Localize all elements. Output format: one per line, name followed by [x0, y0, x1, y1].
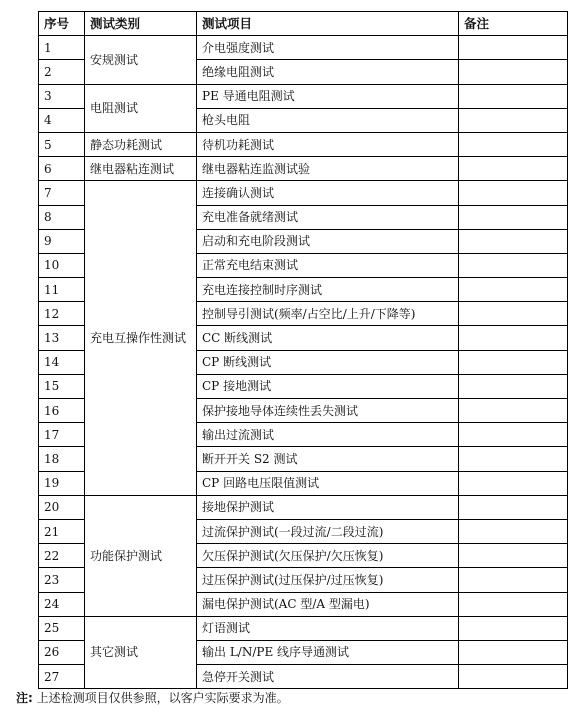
- row-number: 19: [39, 471, 85, 495]
- test-items-table: [38, 11, 568, 689]
- footnote-label: 注:: [16, 691, 33, 705]
- note-cell: [459, 471, 568, 495]
- note-cell: [459, 181, 568, 205]
- note-cell: [459, 84, 568, 108]
- row-number: 9: [39, 229, 85, 253]
- header-no: 序号: [39, 12, 85, 36]
- test-item-cell: CP 回路电压限值测试: [197, 471, 459, 495]
- test-item-cell: 启动和充电阶段测试: [197, 229, 459, 253]
- test-item-cell: 正常充电结束测试: [197, 253, 459, 277]
- note-cell: [459, 60, 568, 84]
- test-item-cell: 急停开关测试: [197, 665, 459, 689]
- test-item-cell: CP 接地测试: [197, 374, 459, 398]
- test-item-cell: 欠压保护测试(欠压保护/欠压恢复): [197, 544, 459, 568]
- category-cell: 电阻测试: [85, 84, 197, 132]
- row-number: 21: [39, 519, 85, 543]
- test-item-cell: 保护接地导体连续性丢失测试: [197, 399, 459, 423]
- test-item-cell: CP 断线测试: [197, 350, 459, 374]
- table-row: [39, 36, 568, 60]
- table-header-row: [39, 12, 568, 36]
- row-number: 2: [39, 60, 85, 84]
- row-number: 17: [39, 423, 85, 447]
- note-cell: [459, 36, 568, 60]
- note-cell: [459, 447, 568, 471]
- note-cell: [459, 640, 568, 664]
- test-item-cell: 控制导引测试(频率/占空比/上升/下降等): [197, 302, 459, 326]
- test-item-cell: 接地保护测试: [197, 495, 459, 519]
- table-body: [39, 36, 568, 689]
- row-number: 24: [39, 592, 85, 616]
- test-item-cell: 枪头电阻: [197, 108, 459, 132]
- note-cell: [459, 132, 568, 156]
- note-cell: [459, 374, 568, 398]
- test-item-cell: 灯语测试: [197, 616, 459, 640]
- note-cell: [459, 302, 568, 326]
- row-number: 3: [39, 84, 85, 108]
- row-number: 18: [39, 447, 85, 471]
- table-row: [39, 157, 568, 181]
- table-row: [39, 132, 568, 156]
- category-cell: 充电互操作性测试: [85, 181, 197, 495]
- category-cell: 安规测试: [85, 36, 197, 84]
- note-cell: [459, 592, 568, 616]
- row-number: 16: [39, 399, 85, 423]
- test-item-cell: 输出过流测试: [197, 423, 459, 447]
- note-cell: [459, 108, 568, 132]
- test-item-cell: 输出 L/N/PE 线序导通测试: [197, 640, 459, 664]
- table-row: [39, 181, 568, 205]
- test-item-cell: 绝缘电阻测试: [197, 60, 459, 84]
- table-row: [39, 495, 568, 519]
- row-number: 12: [39, 302, 85, 326]
- test-item-cell: 充电连接控制时序测试: [197, 278, 459, 302]
- note-cell: [459, 350, 568, 374]
- note-cell: [459, 229, 568, 253]
- table-row: [39, 84, 568, 108]
- note-cell: [459, 253, 568, 277]
- category-cell: 静态功耗测试: [85, 132, 197, 156]
- note-cell: [459, 399, 568, 423]
- row-number: 5: [39, 132, 85, 156]
- row-number: 1: [39, 36, 85, 60]
- note-cell: [459, 205, 568, 229]
- test-item-cell: 过压保护测试(过压保护/过压恢复): [197, 568, 459, 592]
- row-number: 15: [39, 374, 85, 398]
- footnote: [16, 690, 289, 706]
- header-category: 测试类别: [85, 12, 197, 36]
- test-item-cell: 过流保护测试(一段过流/二段过流): [197, 519, 459, 543]
- test-item-cell: 继电器粘连监测试验: [197, 157, 459, 181]
- category-cell: 继电器粘连测试: [85, 157, 197, 181]
- category-cell: 功能保护测试: [85, 495, 197, 616]
- note-cell: [459, 278, 568, 302]
- row-number: 10: [39, 253, 85, 277]
- row-number: 7: [39, 181, 85, 205]
- test-item-cell: CC 断线测试: [197, 326, 459, 350]
- test-item-cell: 介电强度测试: [197, 36, 459, 60]
- test-item-cell: 断开开关 S2 测试: [197, 447, 459, 471]
- row-number: 4: [39, 108, 85, 132]
- row-number: 26: [39, 640, 85, 664]
- row-number: 23: [39, 568, 85, 592]
- row-number: 6: [39, 157, 85, 181]
- row-number: 22: [39, 544, 85, 568]
- row-number: 8: [39, 205, 85, 229]
- row-number: 13: [39, 326, 85, 350]
- test-item-cell: 连接确认测试: [197, 181, 459, 205]
- test-item-cell: 漏电保护测试(AC 型/A 型漏电): [197, 592, 459, 616]
- note-cell: [459, 157, 568, 181]
- header-item: 测试项目: [197, 12, 459, 36]
- row-number: 11: [39, 278, 85, 302]
- header-note: 备注: [459, 12, 568, 36]
- note-cell: [459, 544, 568, 568]
- row-number: 14: [39, 350, 85, 374]
- note-cell: [459, 665, 568, 689]
- note-cell: [459, 423, 568, 447]
- test-item-cell: PE 导通电阻测试: [197, 84, 459, 108]
- note-cell: [459, 519, 568, 543]
- test-item-cell: 充电准备就绪测试: [197, 205, 459, 229]
- note-cell: [459, 495, 568, 519]
- note-cell: [459, 616, 568, 640]
- table-row: [39, 616, 568, 640]
- category-cell: 其它测试: [85, 616, 197, 689]
- note-cell: [459, 568, 568, 592]
- row-number: 27: [39, 665, 85, 689]
- note-cell: [459, 326, 568, 350]
- row-number: 25: [39, 616, 85, 640]
- footnote-text: 上述检测项目仅供参照，以客户实际要求为准。: [32, 691, 289, 705]
- test-item-cell: 待机功耗测试: [197, 132, 459, 156]
- row-number: 20: [39, 495, 85, 519]
